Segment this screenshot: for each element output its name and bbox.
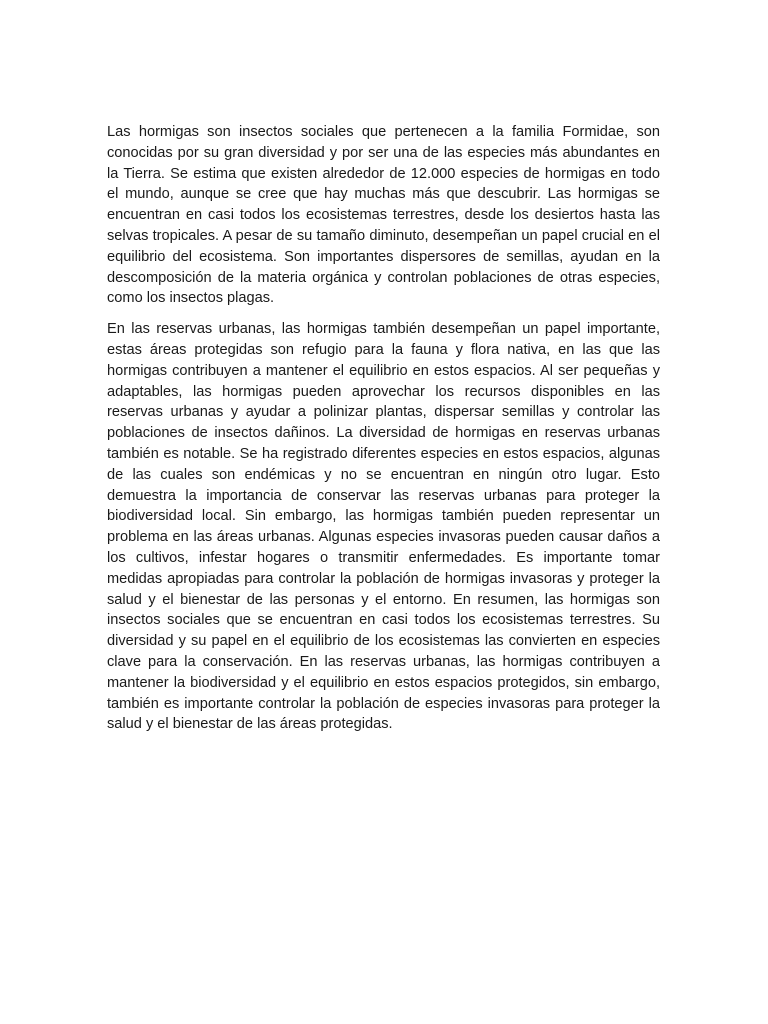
paragraph-urban-reserves: En las reservas urbanas, las hormigas también desempeñan un papel importante, estas áreas protegidas son refugio para la fauna y flora nativa, en las que las hormigas contribuyen a mantener el equilibrio en estos espacios. Al ser pequeñas y adaptables, las hormigas pueden aprovechar los recursos disponibles en las reservas urbanas y ayudar a polinizar plantas, dispersar semillas y controlar las poblaciones de insectos dañinos. La diversidad de hormigas en reservas urbanas también es notable. Se ha registrado diferentes especies en estos espacios, algunas de las cuales son endémicas y no se encuentran en ningún otro lugar. Esto demuestra la importancia de conservar las reservas urbanas para proteger la biodiversidad local. Sin embargo, las hormigas también pueden representar un problema en las áreas urbanas. Algunas especies invasoras pueden causar daños a los cultivos, infestar hogares o transmitir enfermedades. Es importante tomar medidas apropiadas para controlar la población de hormigas invasoras y proteger la salud y el bienestar de las personas y el entorno. En resumen, las hormigas son insectos sociales que se encuentran en casi todos los ecosistemas terrestres. Su diversidad y su papel en el equilibrio de los ecosistemas las convierten en especies clave para la conservación. En las reservas urbanas, las hormigas contribuyen a mantener la biodiversidad y el equilibrio en estos espacios protegidos, sin embargo, también es importante controlar la población de especies invasoras para proteger la salud y el bienestar de las áreas protegidas.: [107, 321, 660, 733]
paragraph-intro-ants: Las hormigas son insectos sociales que pertenecen a la familia Formidae, son conocidas por su gran diversidad y por ser una de las especies más abundantes en la Tierra. Se estima que existen alrededor de 12.000 especies de hormigas en todo el mundo, aunque se cree que hay muchas más que descubrir. Las hormigas se encuentran en casi todos los ecosistemas terrestres, desde los desiertos hasta las selvas tropicales. A pesar de su tamaño diminuto, desempeñan un papel crucial en el equilibrio del ecosistema. Son importantes dispersores de semillas, ayudan en la descomposición de la materia orgánica y controlan poblaciones de otras especies, como los insectos plagas.: [107, 124, 660, 307]
document-body: [107, 122, 660, 745]
